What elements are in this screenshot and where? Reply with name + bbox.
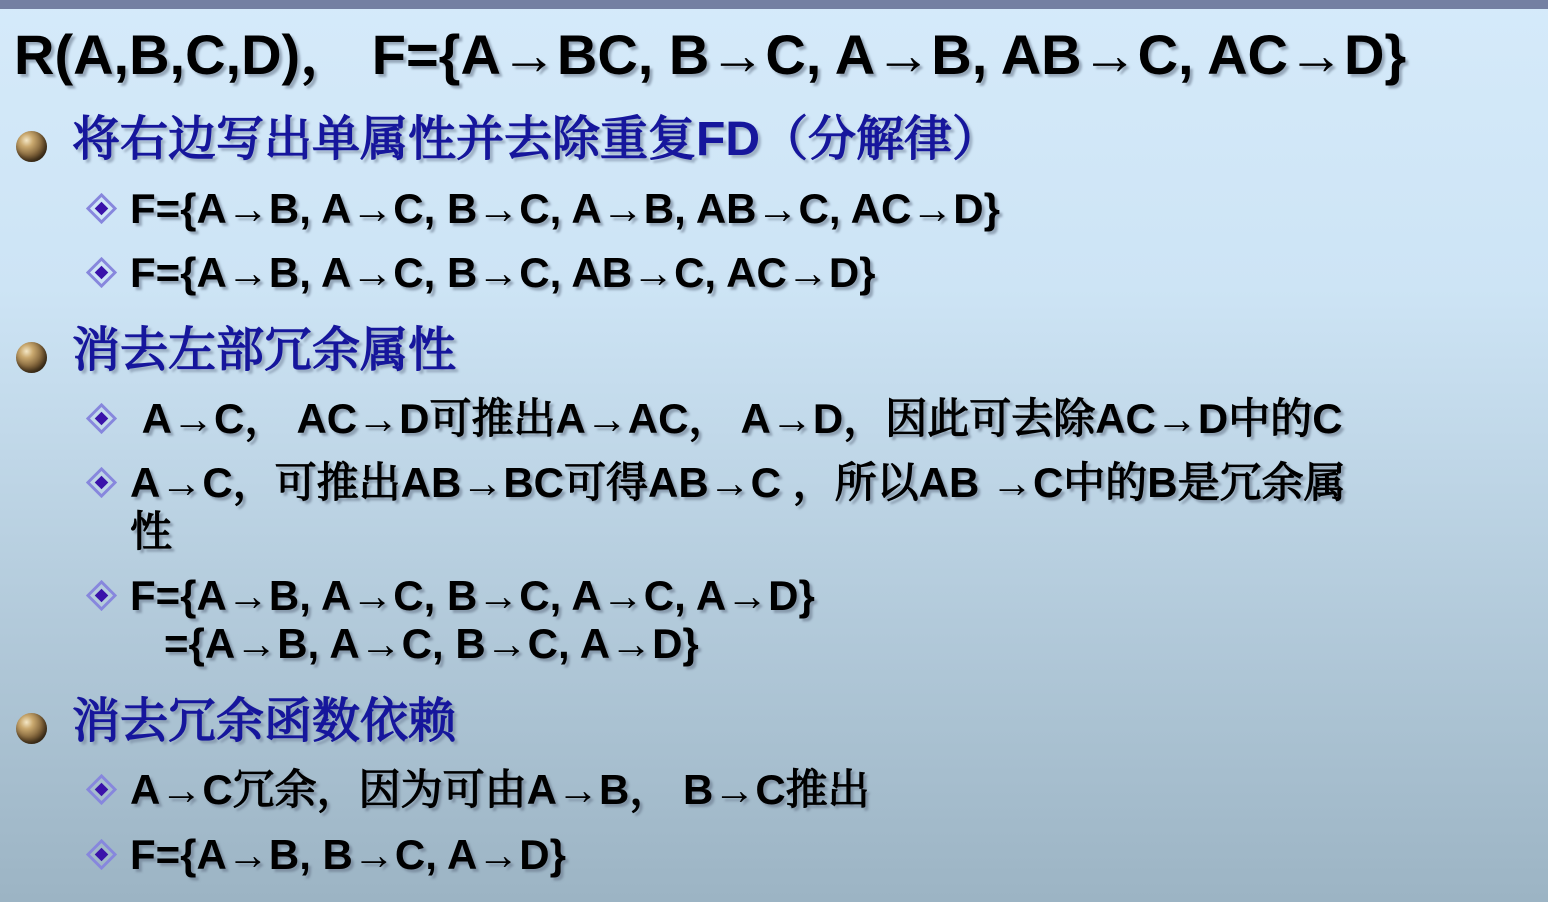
section-redundant-fd <box>0 693 1548 879</box>
item-line: F={A→B, A→C, B→C, A→C, A→D} <box>130 572 815 620</box>
top-accent-bar <box>0 0 1548 9</box>
section-heading-text: 将右边写出单属性并去除重复FD（分解律） <box>72 113 1000 167</box>
diamond-bullet-icon <box>86 839 117 870</box>
section-heading <box>0 111 1548 169</box>
section-heading-text: 消去冗余函数依赖 <box>72 694 457 748</box>
item-line-continuation: ={A→B, A→C, B→C, A→D} <box>164 620 699 668</box>
item-line: F={A→B, A→C, B→C, AB→C, AC→D} <box>130 249 876 297</box>
sphere-bullet-icon <box>16 713 47 744</box>
diamond-bullet-icon <box>86 467 117 498</box>
item-line: F={A→B, A→C, B→C, A→B, AB→C, AC→D} <box>130 184 1000 232</box>
section-decomposition <box>0 111 1548 297</box>
section-left-redundant <box>0 322 1548 669</box>
sphere-bullet-icon <box>16 131 47 162</box>
diamond-bullet-icon <box>86 580 117 611</box>
list-item <box>0 766 1548 814</box>
diamond-bullet-icon <box>86 403 117 434</box>
diamond-bullet-icon <box>86 193 117 224</box>
slide-title: R(A,B,C,D)， F={A→BC, B→C, A→B, AB→C, AC→D} <box>14 23 1407 86</box>
section-heading-text: 消去左部冗余属性 <box>72 323 457 377</box>
section-heading <box>0 322 1548 380</box>
list-item <box>0 185 1548 233</box>
diamond-bullet-icon <box>86 774 117 805</box>
item-line: F={A→B, B→C, A→D} <box>130 830 566 878</box>
item-line: A→C冗余，因为可由A→B， B→C推出 <box>130 766 870 814</box>
item-line: A→C，可推出AB→BC可得AB→C ，所以AB →C中的B是冗余属 <box>130 459 1346 507</box>
section-heading <box>0 693 1548 751</box>
list-item <box>0 249 1548 297</box>
item-line-wrap: 性 <box>130 507 173 555</box>
list-item <box>0 831 1548 879</box>
diamond-bullet-icon <box>86 257 117 288</box>
list-item <box>0 459 1548 556</box>
list-item <box>0 395 1548 443</box>
list-item <box>0 572 1548 669</box>
item-line: A→C， AC→D可推出A→AC， A→D，因此可去除AC→D中的C <box>130 395 1343 443</box>
sphere-bullet-icon <box>16 342 47 373</box>
